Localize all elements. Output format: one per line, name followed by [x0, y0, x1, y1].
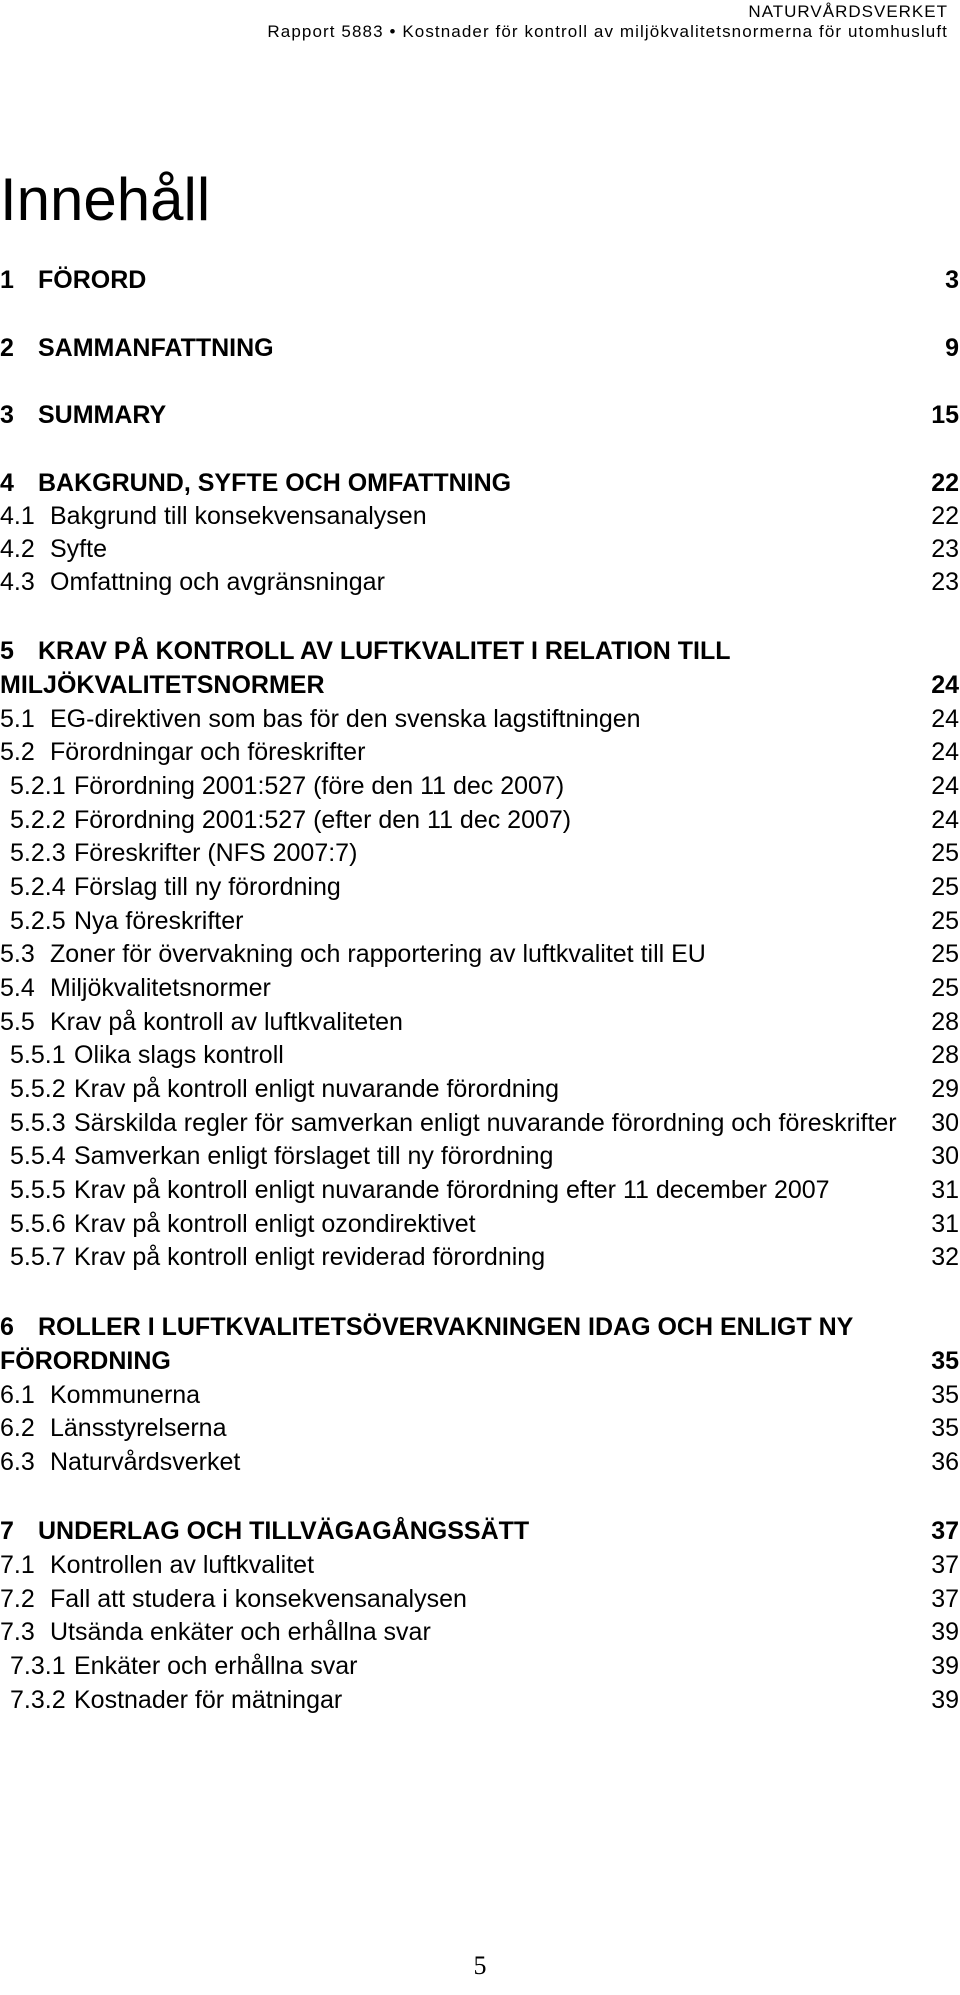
- toc-entry-number: 7: [0, 1517, 14, 1545]
- toc-entry-number: 5.5.1: [10, 1041, 66, 1069]
- toc-entry-page: 22: [931, 502, 959, 530]
- toc-entry-title: Omfattning och avgränsningar: [50, 568, 385, 596]
- toc-entry-title: Miljökvalitetsnormer: [50, 974, 271, 1002]
- toc-entry: [0, 869, 960, 905]
- toc-entry-title: Enkäter och erhållna svar: [74, 1652, 358, 1680]
- toc-entry-title: Krav på kontroll av luftkvaliteten: [50, 1008, 403, 1036]
- page-number: 5: [473, 1951, 487, 1980]
- toc-entry: [0, 397, 960, 433]
- toc-entry-page: 28: [931, 1041, 959, 1069]
- toc-entry-page: 39: [931, 1652, 959, 1680]
- toc-entry-number: 5.5: [0, 1008, 35, 1036]
- toc-entry: [0, 1239, 960, 1275]
- toc-entry-title: FÖRORD: [38, 266, 147, 294]
- toc-entry-page: 25: [931, 940, 959, 968]
- toc-entry-number: 5.5.5: [10, 1176, 66, 1204]
- toc-entry-title: Särskilda regler för samverkan enligt nuvarande förordning och föreskrifter: [74, 1109, 897, 1137]
- toc-entry-page: 23: [931, 568, 959, 596]
- toc-entry: [0, 802, 960, 838]
- toc-entry-title: UNDERLAG OCH TILLVÄGAGÅNGSSÄTT: [38, 1517, 530, 1545]
- toc-entry-number: 5.5.4: [10, 1142, 66, 1170]
- toc-entry-title: Förordning 2001:527 (efter den 11 dec 2007): [74, 806, 572, 834]
- toc-entry: [0, 1648, 960, 1684]
- toc-entry: [0, 1513, 960, 1549]
- toc-entry: [0, 498, 960, 534]
- toc-entry: [0, 970, 960, 1006]
- toc-entry-number: 4: [0, 469, 14, 497]
- toc-entry-page: 23: [931, 535, 959, 563]
- toc-entry-title: Bakgrund till konsekvensanalysen: [50, 502, 427, 530]
- toc-entry: [0, 1581, 960, 1617]
- toc-entry: [0, 1614, 960, 1650]
- toc-entry-title: Krav på kontroll enligt ozondirektivet: [74, 1210, 476, 1238]
- toc-entry-page: 39: [931, 1618, 959, 1646]
- toc-entry-page: 39: [931, 1686, 959, 1714]
- toc-entry: [0, 1138, 960, 1174]
- toc-entry: [0, 1410, 960, 1446]
- toc-entry-number: 6.1: [0, 1381, 35, 1409]
- toc-entry-page: 24: [931, 738, 959, 766]
- toc-entry: [0, 1343, 960, 1379]
- toc-entry-page: 24: [931, 772, 959, 800]
- toc-entry-title: Förordning 2001:527 (före den 11 dec 2007): [74, 772, 565, 800]
- toc-entry-title: SAMMANFATTNING: [38, 334, 274, 362]
- toc-entry-page: 30: [931, 1109, 959, 1137]
- toc-entry-page: 9: [945, 334, 959, 362]
- toc-entry-page: 35: [931, 1347, 959, 1375]
- toc-entry-number: 5.2.4: [10, 873, 66, 901]
- toc-entry-title: MILJÖKVALITETSNORMER: [0, 671, 325, 699]
- toc-entry-title: Zoner för övervakning och rapportering av luftkvalitet till EU: [50, 940, 706, 968]
- toc-entry-title: Syfte: [50, 535, 107, 563]
- toc-entry-page: 32: [931, 1243, 959, 1271]
- toc-entry-number: 6.3: [0, 1448, 35, 1476]
- toc-entry-number: 5.4: [0, 974, 35, 1002]
- toc-entry: [0, 330, 960, 366]
- toc-entry-title: EG-direktiven som bas för den svenska lagstiftningen: [50, 705, 641, 733]
- toc-entry: [0, 1309, 960, 1345]
- toc-entry: [0, 262, 960, 298]
- toc-entry: [0, 1004, 960, 1040]
- toc-entry: [0, 1206, 960, 1242]
- toc-entry-number: 5.5.3: [10, 1109, 66, 1137]
- toc-entry-title: ROLLER I LUFTKVALITETSÖVERVAKNINGEN IDAG OCH ENLIGT NY: [38, 1313, 854, 1341]
- toc-entry: [0, 1547, 960, 1583]
- toc-entry-page: 37: [931, 1551, 959, 1579]
- header-agency: NATURVÅRDSVERKET: [748, 2, 948, 21]
- toc-entry-page: 25: [931, 974, 959, 1002]
- toc-entry: [0, 465, 960, 501]
- toc-entry-number: 5.2.1: [10, 772, 66, 800]
- toc-entry-number: 4.3: [0, 568, 35, 596]
- toc-entry-title: Fall att studera i konsekvensanalysen: [50, 1585, 467, 1613]
- toc-entry-page: 24: [931, 671, 959, 699]
- toc-entry-page: 22: [931, 469, 959, 497]
- toc-entry-number: 5.5.6: [10, 1210, 66, 1238]
- toc-entry-title: Länsstyrelserna: [50, 1414, 227, 1442]
- toc-entry-title: FÖRORDNING: [0, 1347, 171, 1375]
- toc-entry: [0, 903, 960, 939]
- toc-entry-title: Krav på kontroll enligt reviderad förordning: [74, 1243, 546, 1271]
- toc-entry-title: Krav på kontroll enligt nuvarande förordning efter 11 december 2007: [74, 1176, 830, 1204]
- toc-entry-page: 31: [931, 1210, 959, 1238]
- toc-entry: [0, 1682, 960, 1718]
- toc-entry-number: 1: [0, 266, 14, 294]
- toc-entry-page: 36: [931, 1448, 959, 1476]
- toc-entry: [0, 531, 960, 567]
- toc-entry-page: 30: [931, 1142, 959, 1170]
- toc-entry-number: 7.2: [0, 1585, 35, 1613]
- toc-entry-page: 24: [931, 806, 959, 834]
- toc-entry-title: SUMMARY: [38, 401, 167, 429]
- toc-entry-page: 29: [931, 1075, 959, 1103]
- toc-entry-number: 5.2.5: [10, 907, 66, 935]
- toc-entry: [0, 1172, 960, 1208]
- toc-entry: [0, 564, 960, 600]
- toc-entry-title: Kommunerna: [50, 1381, 201, 1409]
- toc-entry: [0, 936, 960, 972]
- toc-entry-page: 31: [931, 1176, 959, 1204]
- toc-entry-page: 35: [931, 1414, 959, 1442]
- toc-entry-title: Kontrollen av luftkvalitet: [50, 1551, 315, 1579]
- toc-entry-page: 28: [931, 1008, 959, 1036]
- toc-entry-title: Krav på kontroll enligt nuvarande förordning: [74, 1075, 560, 1103]
- toc-entry-title: Föreskrifter (NFS 2007:7): [74, 839, 358, 867]
- toc-entry-number: 7.3.2: [10, 1686, 66, 1714]
- toc-entry-number: 4.2: [0, 535, 35, 563]
- toc-entry-number: 5: [0, 637, 14, 665]
- toc-entry-page: 35: [931, 1381, 959, 1409]
- toc-entry: [0, 1444, 960, 1480]
- toc-entry-number: 5.2.2: [10, 806, 66, 834]
- toc-entry: [0, 1105, 960, 1141]
- toc-entry-number: 5.1: [0, 705, 35, 733]
- toc-entry-page: 24: [931, 705, 959, 733]
- toc-entry-number: 6: [0, 1313, 14, 1341]
- toc-entry: [0, 734, 960, 770]
- toc-entry-title: Naturvårdsverket: [50, 1448, 241, 1476]
- toc-entry-number: 5.2.3: [10, 839, 66, 867]
- toc-entry: [0, 667, 960, 703]
- toc-entry-title: BAKGRUND, SYFTE OCH OMFATTNING: [38, 469, 512, 497]
- toc-entry-page: 15: [931, 401, 959, 429]
- toc-entry: [0, 1037, 960, 1073]
- toc-entry-number: 5.5.2: [10, 1075, 66, 1103]
- toc-entry-page: 3: [945, 266, 959, 294]
- header-report-title: Rapport 5883 • Kostnader för kontroll av miljökvalitetsnormerna för utomhusluft: [267, 22, 948, 41]
- toc-entry: [0, 1377, 960, 1413]
- toc-entry-page: 25: [931, 907, 959, 935]
- toc-entry: [0, 835, 960, 871]
- toc-entry-title: Nya föreskrifter: [74, 907, 244, 935]
- toc-entry: [0, 1071, 960, 1107]
- toc-entry-title: Förordningar och föreskrifter: [50, 738, 366, 766]
- toc-entry-number: 6.2: [0, 1414, 35, 1442]
- toc-entry-title: Olika slags kontroll: [74, 1041, 284, 1069]
- toc-entry-number: 5.2: [0, 738, 35, 766]
- toc-entry-number: 7.3.1: [10, 1652, 66, 1680]
- toc-entry: [0, 701, 960, 737]
- toc-entry-number: 5.3: [0, 940, 35, 968]
- toc-entry-number: 7.3: [0, 1618, 35, 1646]
- toc-entry-page: 37: [931, 1585, 959, 1613]
- toc-entry-title: Utsända enkäter och erhållna svar: [50, 1618, 431, 1646]
- toc-entry-title: Förslag till ny förordning: [74, 873, 341, 901]
- toc-entry: [0, 633, 960, 669]
- page-title: Innehåll: [0, 166, 211, 233]
- toc-entry-title: KRAV PÅ KONTROLL AV LUFTKVALITET I RELATION TILL: [38, 637, 731, 665]
- toc-entry-title: Kostnader för mätningar: [74, 1686, 343, 1714]
- toc-entry: [0, 768, 960, 804]
- toc-entry-page: 25: [931, 839, 959, 867]
- toc-entry-number: 7.1: [0, 1551, 35, 1579]
- toc-entry-title: Samverkan enligt förslaget till ny förordning: [74, 1142, 554, 1170]
- toc-entry-number: 4.1: [0, 502, 35, 530]
- toc-entry-page: 25: [931, 873, 959, 901]
- toc-entry-number: 5.5.7: [10, 1243, 66, 1271]
- toc-entry-number: 2: [0, 334, 14, 362]
- toc-entry-number: 3: [0, 401, 14, 429]
- toc-entry-page: 37: [931, 1517, 959, 1545]
